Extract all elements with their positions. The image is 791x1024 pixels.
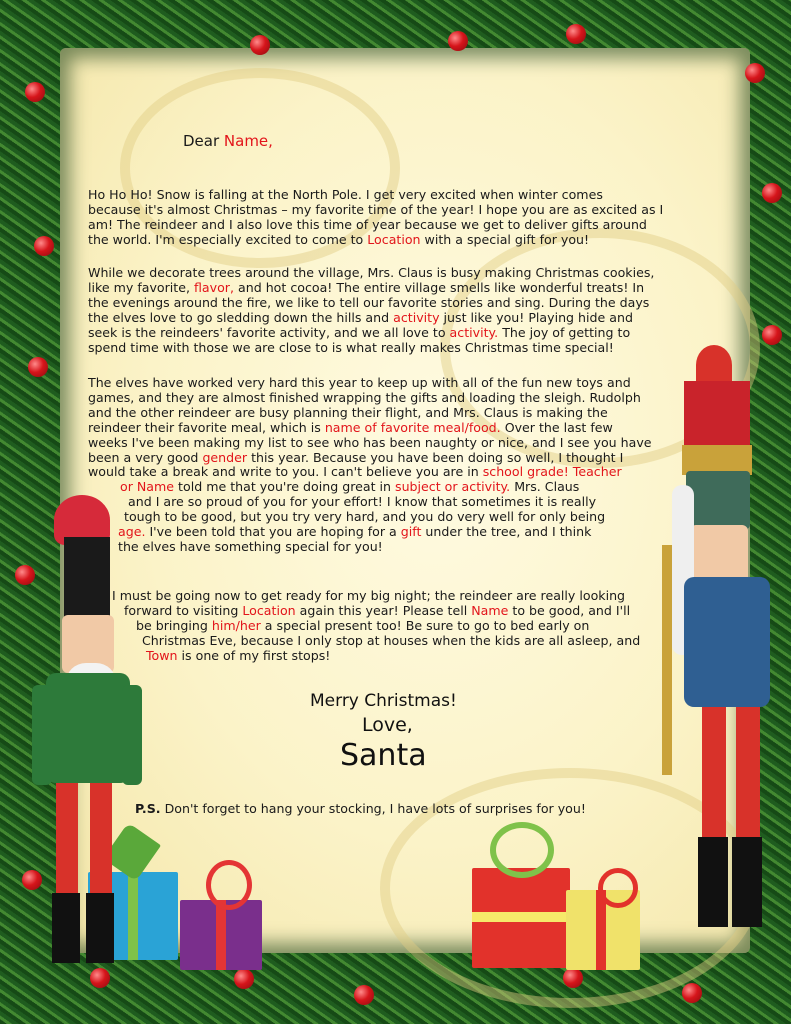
letter-line — [124, 603, 630, 618]
greeting-name: Name, — [223, 132, 273, 150]
holly-berry-icon — [566, 24, 586, 44]
letter-text: forward to visiting — [124, 602, 243, 618]
letter-text: this year. Because you have been doing so well, I thought I — [247, 449, 624, 465]
letter-line — [128, 494, 596, 509]
letter-text: to be good, and I'll — [508, 602, 631, 618]
placeholder-field: Name — [471, 602, 509, 618]
letter-text: a special present too! Be sure to go to bed early on — [260, 617, 590, 633]
placeholder-field: name of favorite meal/food. — [324, 419, 501, 435]
holly-berry-icon — [250, 35, 270, 55]
letter-line — [88, 295, 649, 310]
letter-text: be bringing — [136, 617, 212, 633]
letter-line — [88, 217, 647, 232]
gift-bow-icon — [490, 822, 554, 878]
placeholder-field: flavor, — [194, 279, 234, 295]
gift-box-red-icon — [472, 868, 570, 968]
letter-text: tough to be good, but you try very hard, and you do very well for only being — [124, 509, 606, 525]
holly-berry-icon — [563, 968, 583, 988]
letter-text: and I are so proud of you for your effort! I know that sometimes it is really — [128, 494, 597, 510]
letter-line — [136, 618, 589, 633]
letter-text: spend time with those we are close to is what really makes Christmas time special! — [88, 339, 614, 355]
nutcracker-right-icon — [660, 345, 785, 965]
ps-label: P.S. — [135, 801, 161, 816]
placeholder-field: gender — [202, 449, 248, 465]
greeting-text: Dear — [183, 132, 224, 150]
holly-berry-icon — [90, 968, 110, 988]
letter-line — [118, 539, 383, 554]
closing-love: Love, — [362, 714, 413, 736]
letter-text: the elves have something special for you! — [118, 538, 383, 554]
letter-text: The joy of getting to — [498, 324, 631, 340]
letter-text: Ho Ho Ho! Snow is falling at the North Pole. I get very excited when winter comes — [88, 187, 603, 202]
letter-text: reindeer their favorite meal, which is — [88, 419, 325, 435]
letter-text: again this year! Please tell — [295, 602, 472, 618]
letter-line — [146, 648, 330, 663]
closing-merry-christmas: Merry Christmas! — [310, 691, 457, 711]
letter-line — [88, 375, 631, 390]
letter-line — [88, 265, 654, 280]
letter-line — [142, 633, 640, 648]
holly-berry-icon — [25, 82, 45, 102]
letter-line — [88, 280, 644, 295]
letter-text: because it's almost Christmas – my favorite time of the year! I hope you are as excited as I — [88, 201, 664, 217]
letter-text: weeks I've been making my list to see who has been naughty or nice, and I see you have — [88, 434, 652, 450]
ps-text: Don't forget to hang your stocking, I have lots of surprises for you! — [160, 801, 586, 816]
placeholder-field: or Name — [120, 479, 175, 495]
letter-text: The elves have worked very hard this year to keep up with all of the fun new toys and — [88, 375, 631, 390]
letter-line — [120, 479, 579, 494]
letter-line — [124, 509, 605, 524]
placeholder-field: Location — [367, 231, 421, 247]
placeholder-field: activity. — [449, 324, 499, 340]
letter-text: I must be going now to get ready for my big night; the reindeer are really looking — [112, 588, 626, 603]
holly-berry-icon — [354, 985, 374, 1005]
letter-line — [118, 524, 591, 539]
holly-berry-icon — [762, 183, 782, 203]
letter-line — [112, 588, 625, 603]
letter-line — [88, 450, 623, 465]
nutcracker-left-icon — [22, 495, 152, 965]
letter-text: just like you! Playing hide and — [439, 309, 633, 325]
letter-text: the elves love to go sledding down the hills and — [88, 309, 394, 325]
signature-santa: Santa — [340, 738, 427, 773]
holly-berry-icon — [682, 983, 702, 1003]
letter-line — [88, 187, 603, 202]
greeting — [183, 134, 273, 149]
placeholder-field: Town — [146, 647, 178, 663]
letter-line — [88, 405, 608, 420]
placeholder-field: activity — [393, 309, 440, 325]
letter-text: would take a break and write to you. I can't believe you are in — [88, 464, 483, 480]
placeholder-field: Location — [242, 602, 296, 618]
letter-line — [88, 340, 614, 355]
letter-text: Christmas Eve, because I only stop at houses when the kids are all asleep, and — [142, 632, 641, 648]
holly-berry-icon — [34, 236, 54, 256]
holly-berry-icon — [234, 969, 254, 989]
letter-line — [88, 464, 622, 479]
placeholder-field: school grade! — [482, 464, 569, 480]
gift-bow-icon — [598, 868, 638, 908]
postscript — [135, 801, 586, 816]
gift-box-purple-icon — [180, 900, 262, 970]
letter-line — [88, 325, 630, 340]
letter-text: been a very good — [88, 449, 203, 465]
letter-text: Mrs. Claus — [510, 479, 580, 495]
letter-text: seek is the reindeers' favorite activity, and we all love to — [88, 324, 450, 340]
letter-line — [88, 232, 589, 247]
letter-text: and hot cocoa! The entire village smells like wonderful treats! In — [234, 279, 645, 295]
placeholder-field: subject or activity. — [395, 479, 511, 495]
letter-text: like my favorite, — [88, 279, 194, 295]
letter-text: told me that you're doing great in — [174, 479, 396, 495]
holly-berry-icon — [762, 325, 782, 345]
placeholder-field: Teacher — [572, 464, 622, 480]
letter-text: the evenings around the fire, we like to tell our favorite stories and sing. During the days — [88, 294, 650, 310]
holly-berry-icon — [745, 63, 765, 83]
letter-text: games, and they are almost finished wrapping the gifts and loading the sleigh. Rudolph — [88, 389, 641, 405]
letter-text: While we decorate trees around the village, Mrs. Claus is busy making Christmas cookies, — [88, 265, 655, 280]
letter-line — [88, 202, 663, 217]
placeholder-field: gift — [400, 524, 422, 539]
letter-text: the world. I'm especially excited to come to — [88, 231, 368, 247]
letter-text: Over the last few — [500, 419, 613, 435]
letter-text: under the tree, and I think — [421, 524, 592, 539]
letter-line — [88, 310, 633, 325]
letter-line — [88, 420, 613, 435]
holly-berry-icon — [28, 357, 48, 377]
letter-text: and the other reindeer are busy planning their flight, and Mrs. Claus is making the — [88, 404, 608, 420]
placeholder-field: age. — [118, 524, 146, 539]
gift-bow-icon — [206, 860, 252, 910]
letter-line — [88, 390, 641, 405]
holly-berry-icon — [448, 31, 468, 51]
letter-text: is one of my first stops! — [177, 647, 331, 663]
letter-line — [88, 435, 652, 450]
placeholder-field: him/her — [211, 617, 261, 633]
letter-text: I've been told that you are hoping for a — [145, 524, 401, 539]
letter-text: with a special gift for you! — [420, 231, 590, 247]
letter-text: am! The reindeer and I also love this time of year because we get to deliver gifts around — [88, 216, 647, 232]
